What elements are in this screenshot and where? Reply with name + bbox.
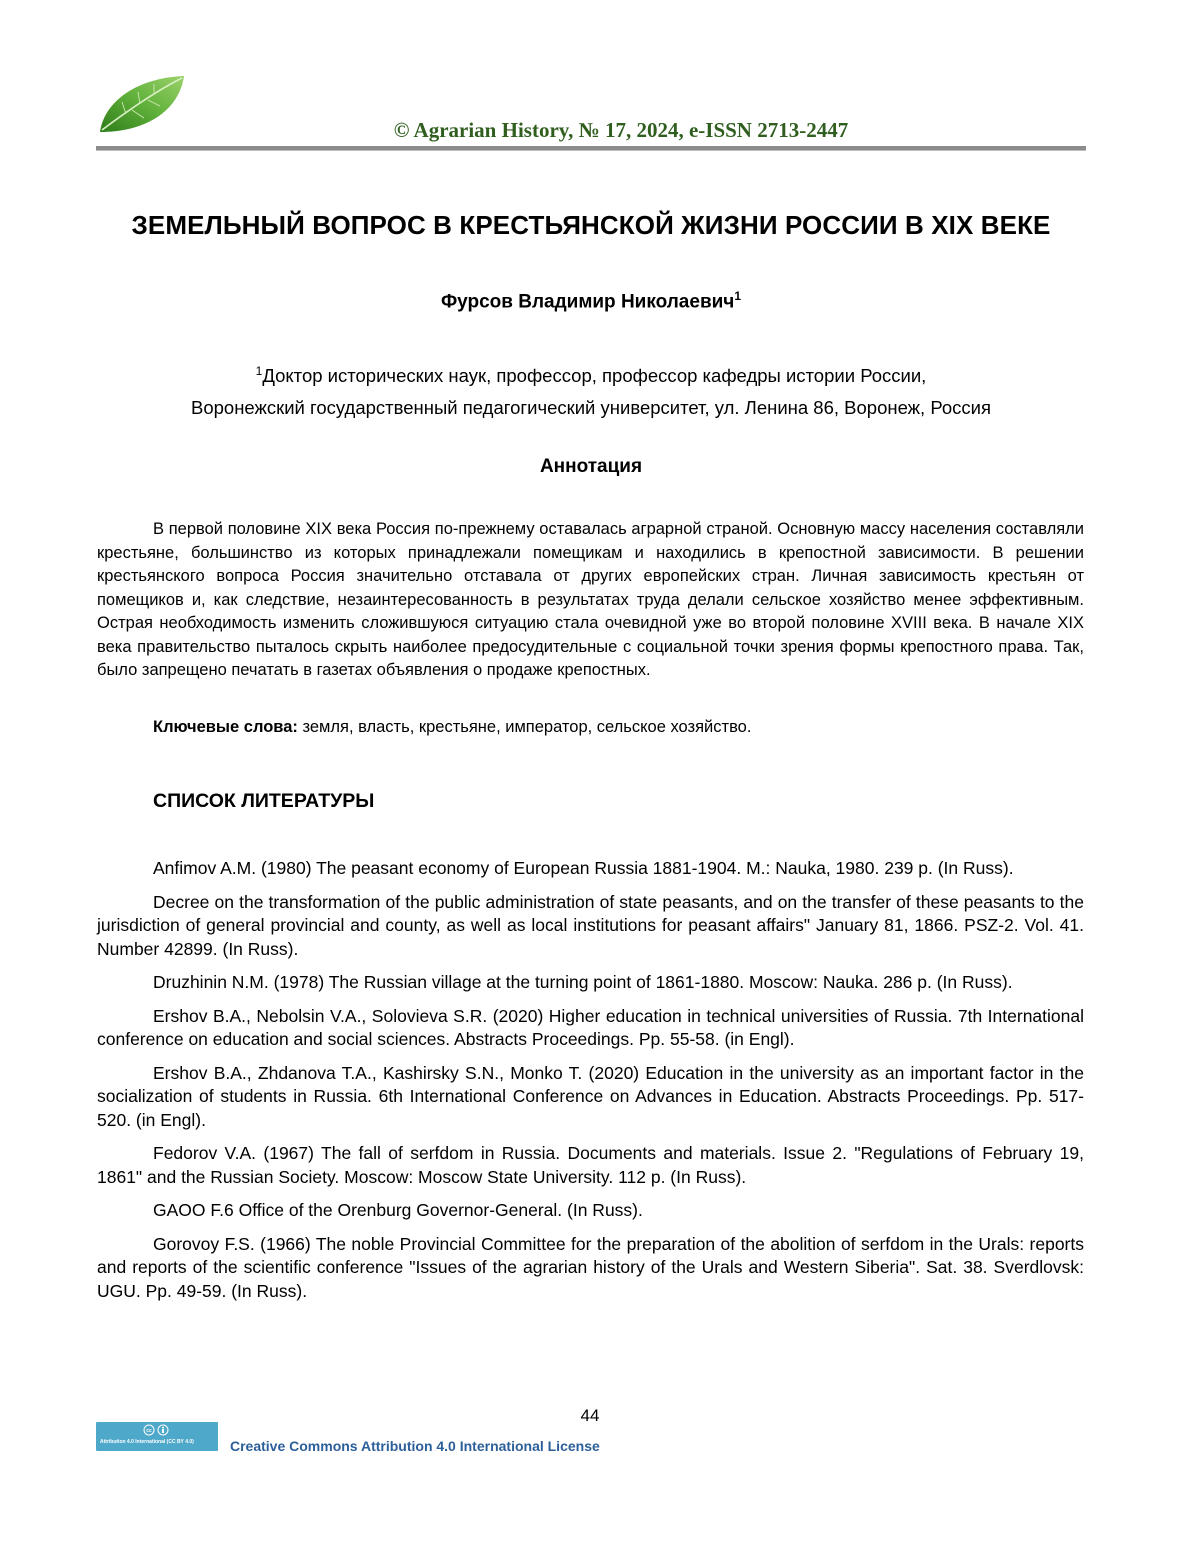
- keywords-text: земля, власть, крестьяне, император, сельское хозяйство.: [297, 718, 752, 736]
- affiliation-line-1-text: Доктор исторических наук, профессор, профессор кафедры истории России,: [262, 365, 927, 387]
- reference-item: Anfimov A.M. (1980) The peasant economy of European Russia 1881-1904. M.: Nauka, 1980. 239 p. (In Russ).: [153, 858, 1014, 878]
- author-name: [0, 289, 1182, 313]
- keywords-label: Ключевые слова:: [153, 718, 298, 736]
- page-number: 44: [580, 1406, 600, 1425]
- reference-item: Fedorov V.A. (1967) The fall of serfdom in Russia. Documents and materials. Issue 2. "Regulations of February 19, 1861" and the Russian Society. Moscow: Moscow State University. 112 p. (In Russ).: [97, 1143, 1084, 1187]
- abstract-text: В первой половине XIX века Россия по-прежнему оставалась аграрной страной. Основную массу населения составляли крестьяне, большинство из которых принадлежали помещикам и находились в крепостной зависимости. В решении крестьянского вопроса Россия значительно отставала от других европейских стран. Личная зависимость крестьян от помещиков и, как следствие, незаинтересованность в результатах труда делали сельское хозяйство менее эффективным. Острая необходимость изменить сложившуюся ситуацию стала очевидной уже во второй половине XVIII века. В начале XIX века правительство пыталось скрыть наиболее предосудительные с социальной точки зрения формы крепостного права. Так, было запрещено печатать в газетах объявления о продаже крепостных.: [97, 520, 1084, 679]
- affiliation-superscript: 1: [255, 364, 263, 378]
- reference-item: Decree on the transformation of the public administration of state peasants, and on the transfer of these peasants to the jurisdiction of general provincial and county, as well as local institutions for peasant affairs" January 81, 1866. PSZ-2. Vol. 41. Number 42899. (In Russ).: [97, 891, 1084, 959]
- reference-item: Ershov B.A., Zhdanova T.A., Kashirsky S.N., Monko T. (2020) Education in the university as an important factor in the socialization of students in Russia. 6th International Conference on Advances in Education. Abstracts Proceedings. Pp. 517-520. (in Engl).: [97, 1062, 1084, 1130]
- article-title: ЗЕМЕЛЬНЫЙ ВОПРОС В КРЕСТЬЯНСКОЙ ЖИЗНИ РОССИИ В XIX ВЕКЕ: [131, 210, 1051, 240]
- page-header: [0, 0, 1200, 160]
- affiliation-line-2: Воронежский государственный педагогический университет, ул. Ленина 86, Воронеж, Россия: [191, 397, 991, 419]
- author-superscript: 1: [734, 289, 742, 303]
- references-list: [97, 857, 1084, 1313]
- abstract-heading: Аннотация: [539, 456, 643, 477]
- reference-item: GAOO F.6 Office of the Orenburg Governor-General. (In Russ).: [153, 1200, 643, 1220]
- author-name-text: Фурсов Владимир Николаевич: [440, 291, 735, 313]
- reference-item: Gorovoy F.S. (1966) The noble Provincial Committee for the preparation of the abolition of serfdom in the Urals: reports and reports of the scientific conference "Issues of the agrarian history of the Urals and Western Siberia". Sat. 38. Sverdlovsk: UGU. Pp. 49-59. (In Russ).: [97, 1233, 1084, 1301]
- svg-text:cc: cc: [146, 1428, 152, 1434]
- reference-item: Druzhinin N.M. (1978) The Russian village at the turning point of 1861-1880. Moscow: Nauka. 286 p. (In Russ).: [153, 972, 1013, 992]
- reference-item: Ershov B.A., Nebolsin V.A., Solovieva S.R. (2020) Higher education in technical universities of Russia. 7th International conference on education and social sciences. Abstracts Proceedings. Pp. 55-58. (in Engl).: [97, 1005, 1084, 1049]
- license-link[interactable]: Creative Commons Attribution 4.0 International License: [230, 1438, 600, 1454]
- cc-by-icon: [142, 1424, 172, 1436]
- cc-license-badge[interactable]: [96, 1422, 218, 1451]
- keywords: [97, 716, 1084, 740]
- header-rule: [96, 146, 1086, 151]
- affiliation-line-1: [0, 355, 1182, 392]
- journal-citation: © Agrarian History, № 17, 2024, e-ISSN 2713-2447: [393, 118, 849, 142]
- cc-badge-text: Attribution 4.0 International (CC BY 4.0): [100, 1439, 194, 1445]
- author-affiliation: [0, 355, 1182, 424]
- references-heading: СПИСОК ЛИТЕРАТУРЫ: [153, 790, 375, 812]
